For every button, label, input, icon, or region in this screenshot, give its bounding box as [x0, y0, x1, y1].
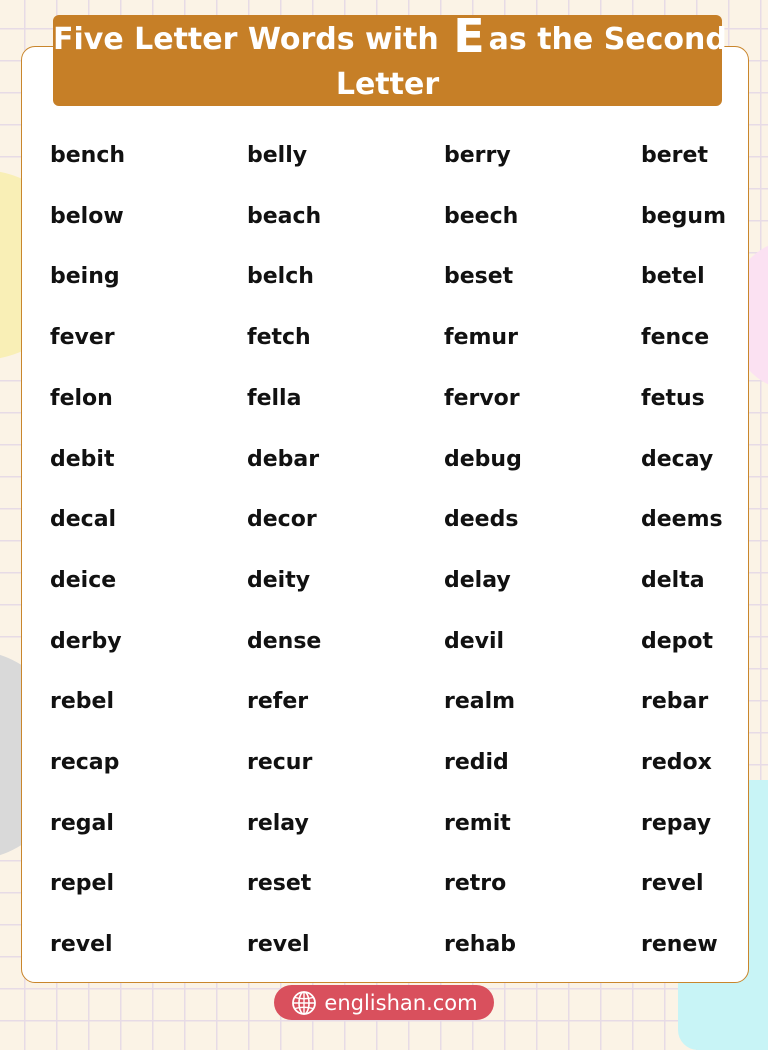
word-item: beach [247, 203, 322, 229]
word-item: belch [247, 264, 314, 290]
word-item: realm [444, 689, 516, 715]
word-item: fella [247, 385, 302, 411]
word-item: delta [641, 567, 705, 593]
word-item: fever [50, 325, 115, 351]
word-item: delay [444, 567, 511, 593]
word-item: revel [247, 932, 310, 958]
word-item: revel [50, 932, 113, 958]
word-item: decay [641, 446, 714, 472]
word-item: renew [641, 932, 718, 958]
word-item: debug [444, 446, 522, 472]
word-item: repay [641, 810, 712, 836]
word-item: beech [444, 203, 519, 229]
word-item: bench [50, 143, 126, 168]
word-item: below [50, 203, 124, 229]
word-item: belly [247, 143, 308, 168]
word-item: decor [247, 507, 317, 533]
word-item: betel [641, 264, 705, 290]
word-item: devil [444, 628, 505, 654]
word-item: fetch [247, 325, 311, 351]
word-item: relay [247, 810, 309, 836]
word-item: beset [444, 264, 514, 290]
word-item: refer [247, 689, 309, 715]
word-item: debar [247, 446, 320, 472]
word-item: derby [50, 628, 122, 654]
word-item: berry [444, 143, 511, 168]
word-item: dense [247, 628, 322, 654]
word-item: revel [641, 871, 704, 897]
word-item: deeds [444, 507, 519, 533]
word-item: decal [50, 507, 117, 533]
word-item: redox [641, 750, 712, 775]
word-item: repel [50, 871, 114, 897]
word-item: rebel [50, 689, 114, 715]
word-item: retro [444, 871, 507, 897]
word-item: rehab [444, 932, 517, 958]
word-item: deems [641, 507, 723, 533]
title-text-after: as the Second [488, 22, 727, 57]
word-item: rebar [641, 689, 709, 715]
word-item: deice [50, 567, 117, 593]
word-item: felon [50, 385, 113, 411]
word-item: recur [247, 750, 313, 775]
word-item: depot [641, 628, 714, 654]
title-highlight-letter: E [453, 9, 485, 63]
word-item: reset [247, 871, 312, 897]
word-item: redid [444, 750, 509, 775]
word-item: debit [50, 446, 115, 472]
word-item: regal [50, 810, 114, 836]
word-item: being [50, 264, 120, 290]
word-item: fence [641, 325, 710, 351]
title-text-before: Five Letter Words with [53, 22, 439, 57]
word-item: femur [444, 325, 518, 351]
globe-icon [290, 989, 318, 1017]
word-item: fetus [641, 385, 705, 411]
website-badge[interactable] [274, 985, 494, 1020]
word-item: recap [50, 750, 120, 775]
title-line-2: Letter [335, 67, 440, 102]
website-url: englishan.com [324, 990, 478, 1015]
word-item: fervor [444, 385, 520, 411]
word-item: begum [641, 203, 727, 229]
word-item: beret [641, 143, 708, 168]
word-item: deity [247, 567, 311, 593]
word-item: remit [444, 810, 511, 836]
